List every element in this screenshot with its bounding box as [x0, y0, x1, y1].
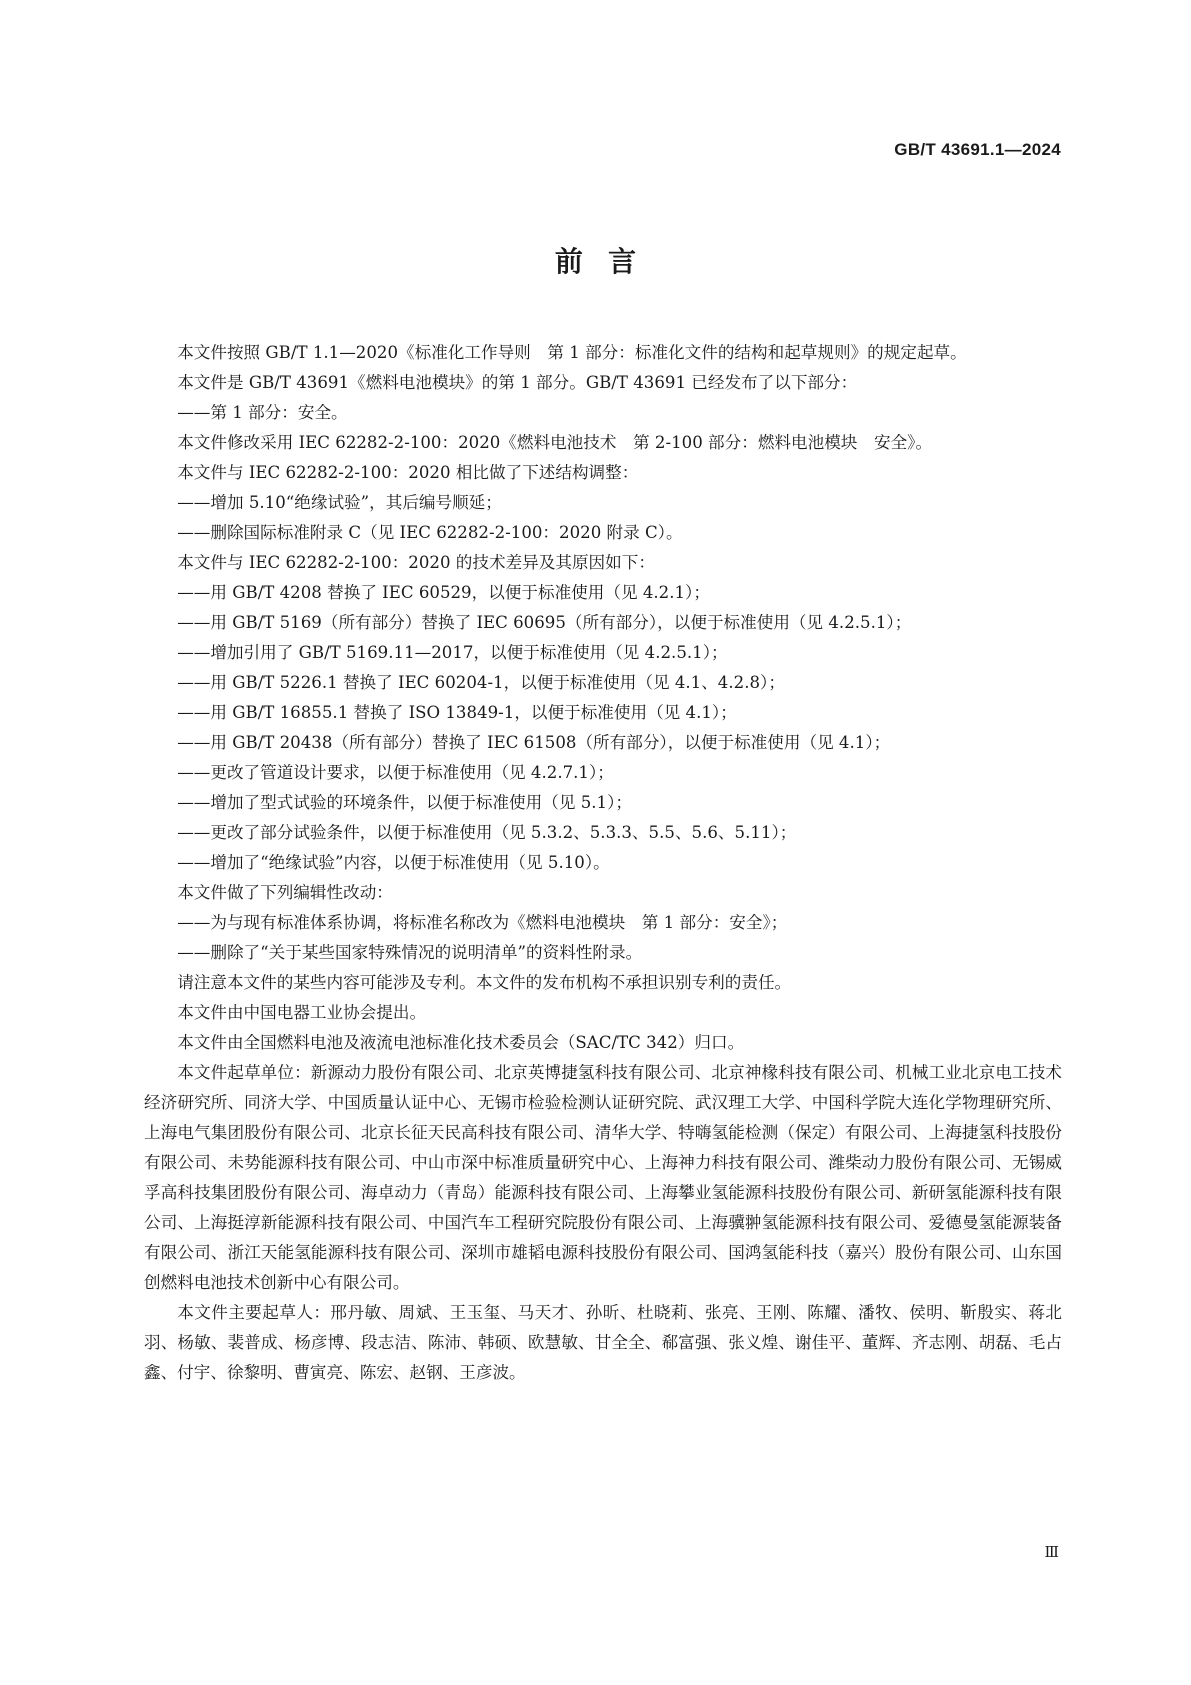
list-item: ——删除了“关于某些国家特殊情况的说明清单”的资料性附录。: [177, 943, 643, 962]
paragraph-patent-notice: 请注意本文件的某些内容可能涉及专利。本文件的发布机构不承担识别专利的责任。: [177, 973, 792, 992]
list-item: ——增加 5.10“绝缘试验”，其后编号顺延；: [177, 493, 502, 512]
list-item: ——为与现有标准体系协调，将标准名称改为《燃料电池模块 第 1 部分：安全》；: [177, 913, 788, 932]
list-item: ——用 GB/T 5169（所有部分）替换了 IEC 60695（所有部分），以便于标准使用（见 4.2.5.1）；: [177, 613, 912, 632]
paragraph-drafters: 本文件主要起草人：邢丹敏、周斌、王玉玺、马天才、孙昕、杜晓莉、张亮、王刚、陈耀、潘牧、侯明、靳殷实、蒋北羽、杨敏、裴普成、杨彦博、段志洁、陈沛、韩硕、欧慧敏、甘全全、郗富强、张义煌、谢佳平、董辉、齐志刚、胡磊、毛占鑫、付宇、徐黎明、曹寅亮、陈宏、赵钢、王彦波。: [144, 1303, 1062, 1382]
list-item: ——增加引用了 GB/T 5169.11—2017，以便于标准使用（见 4.2.5.1）；: [177, 643, 728, 662]
list-item: ——删除国际标准附录 C（见 IEC 62282-2-100：2020 附录 C）。: [177, 523, 683, 542]
paragraph-part-intro: 本文件是 GB/T 43691《燃料电池模块》的第 1 部分。GB/T 43691 已经发布了以下部分：: [177, 373, 858, 392]
list-item: ——用 GB/T 5226.1 替换了 IEC 60204-1，以便于标准使用（见 4.1、4.2.8）；: [177, 673, 785, 692]
paragraph-adoption: 本文件修改采用 IEC 62282-2-100：2020《燃料电池技术 第 2-100 部分：燃料电池模块 安全》。: [177, 433, 933, 452]
list-item: ——用 GB/T 20438（所有部分）替换了 IEC 61508（所有部分），以便于标准使用（见 4.1）；: [177, 733, 891, 752]
paragraph-technical-differences: 本文件与 IEC 62282-2-100：2020 的技术差异及其原因如下：: [177, 553, 655, 572]
list-item: ——用 GB/T 16855.1 替换了 ISO 13849-1，以便于标准使用（见 4.1）；: [177, 703, 737, 722]
list-item: ——第 1 部分：安全。: [177, 403, 348, 422]
paragraph-structure-changes: 本文件与 IEC 62282-2-100：2020 相比做了下述结构调整：: [177, 463, 639, 482]
list-item: ——更改了部分试验条件，以便于标准使用（见 5.3.2、5.3.3、5.5、5.6、5.11）；: [177, 823, 797, 842]
foreword-body: [144, 338, 1062, 1388]
paragraph-committee: 本文件由全国燃料电池及液流电池标准化技术委员会（SAC/TC 342）归口。: [177, 1033, 745, 1052]
paragraph-proposer: 本文件由中国电器工业协会提出。: [177, 1003, 427, 1022]
page-number: Ⅲ: [1044, 1543, 1059, 1561]
standard-number: GB/T 43691.1—2024: [894, 140, 1061, 159]
paragraph-editorial-changes: 本文件做了下列编辑性改动：: [177, 883, 393, 902]
list-item: ——增加了“绝缘试验”内容，以便于标准使用（见 5.10）。: [177, 853, 610, 872]
list-item: ——增加了型式试验的环境条件，以便于标准使用（见 5.1）；: [177, 793, 632, 812]
list-item: ——更改了管道设计要求，以便于标准使用（见 4.2.7.1）；: [177, 763, 614, 782]
list-item: ——用 GB/T 4208 替换了 IEC 60529，以便于标准使用（见 4.2.1）；: [177, 583, 710, 602]
page-title: 前言: [554, 245, 662, 278]
paragraph-drafting-rules: 本文件按照 GB/T 1.1—2020《标准化工作导则 第 1 部分：标准化文件的结构和起草规则》的规定起草。: [177, 343, 967, 362]
paragraph-drafting-units: 本文件起草单位：新源动力股份有限公司、北京英博捷氢科技有限公司、北京神椽科技有限公司、机械工业北京电工技术经济研究所、同济大学、中国质量认证中心、无锡市检验检测认证研究院、武汉理工大学、中国科学院大连化学物理研究所、上海电气集团股份有限公司、北京长征天民高科技有限公司、清华大学、特嗨氢能检测（保定）有限公司、上海捷氢科技股份有限公司、未势能源科技有限公司、中山市深中标准质量研究中心、上海神力科技有限公司、潍柴动力股份有限公司、无锡威孚高科技集团股份有限公司、海卓动力（青岛）能源科技有限公司、上海攀业氢能源科技股份有限公司、新研氢能源科技有限公司、上海挺淳新能源科技有限公司、中国汽车工程研究院股份有限公司、上海骥翀氢能源科技有限公司、爱德曼氢能源装备有限公司、浙江天能氢能源科技有限公司、深圳市雄韬电源科技股份有限公司、国鸿氢能科技（嘉兴）股份有限公司、山东国创燃料电池技术创新中心有限公司。: [144, 1063, 1062, 1292]
